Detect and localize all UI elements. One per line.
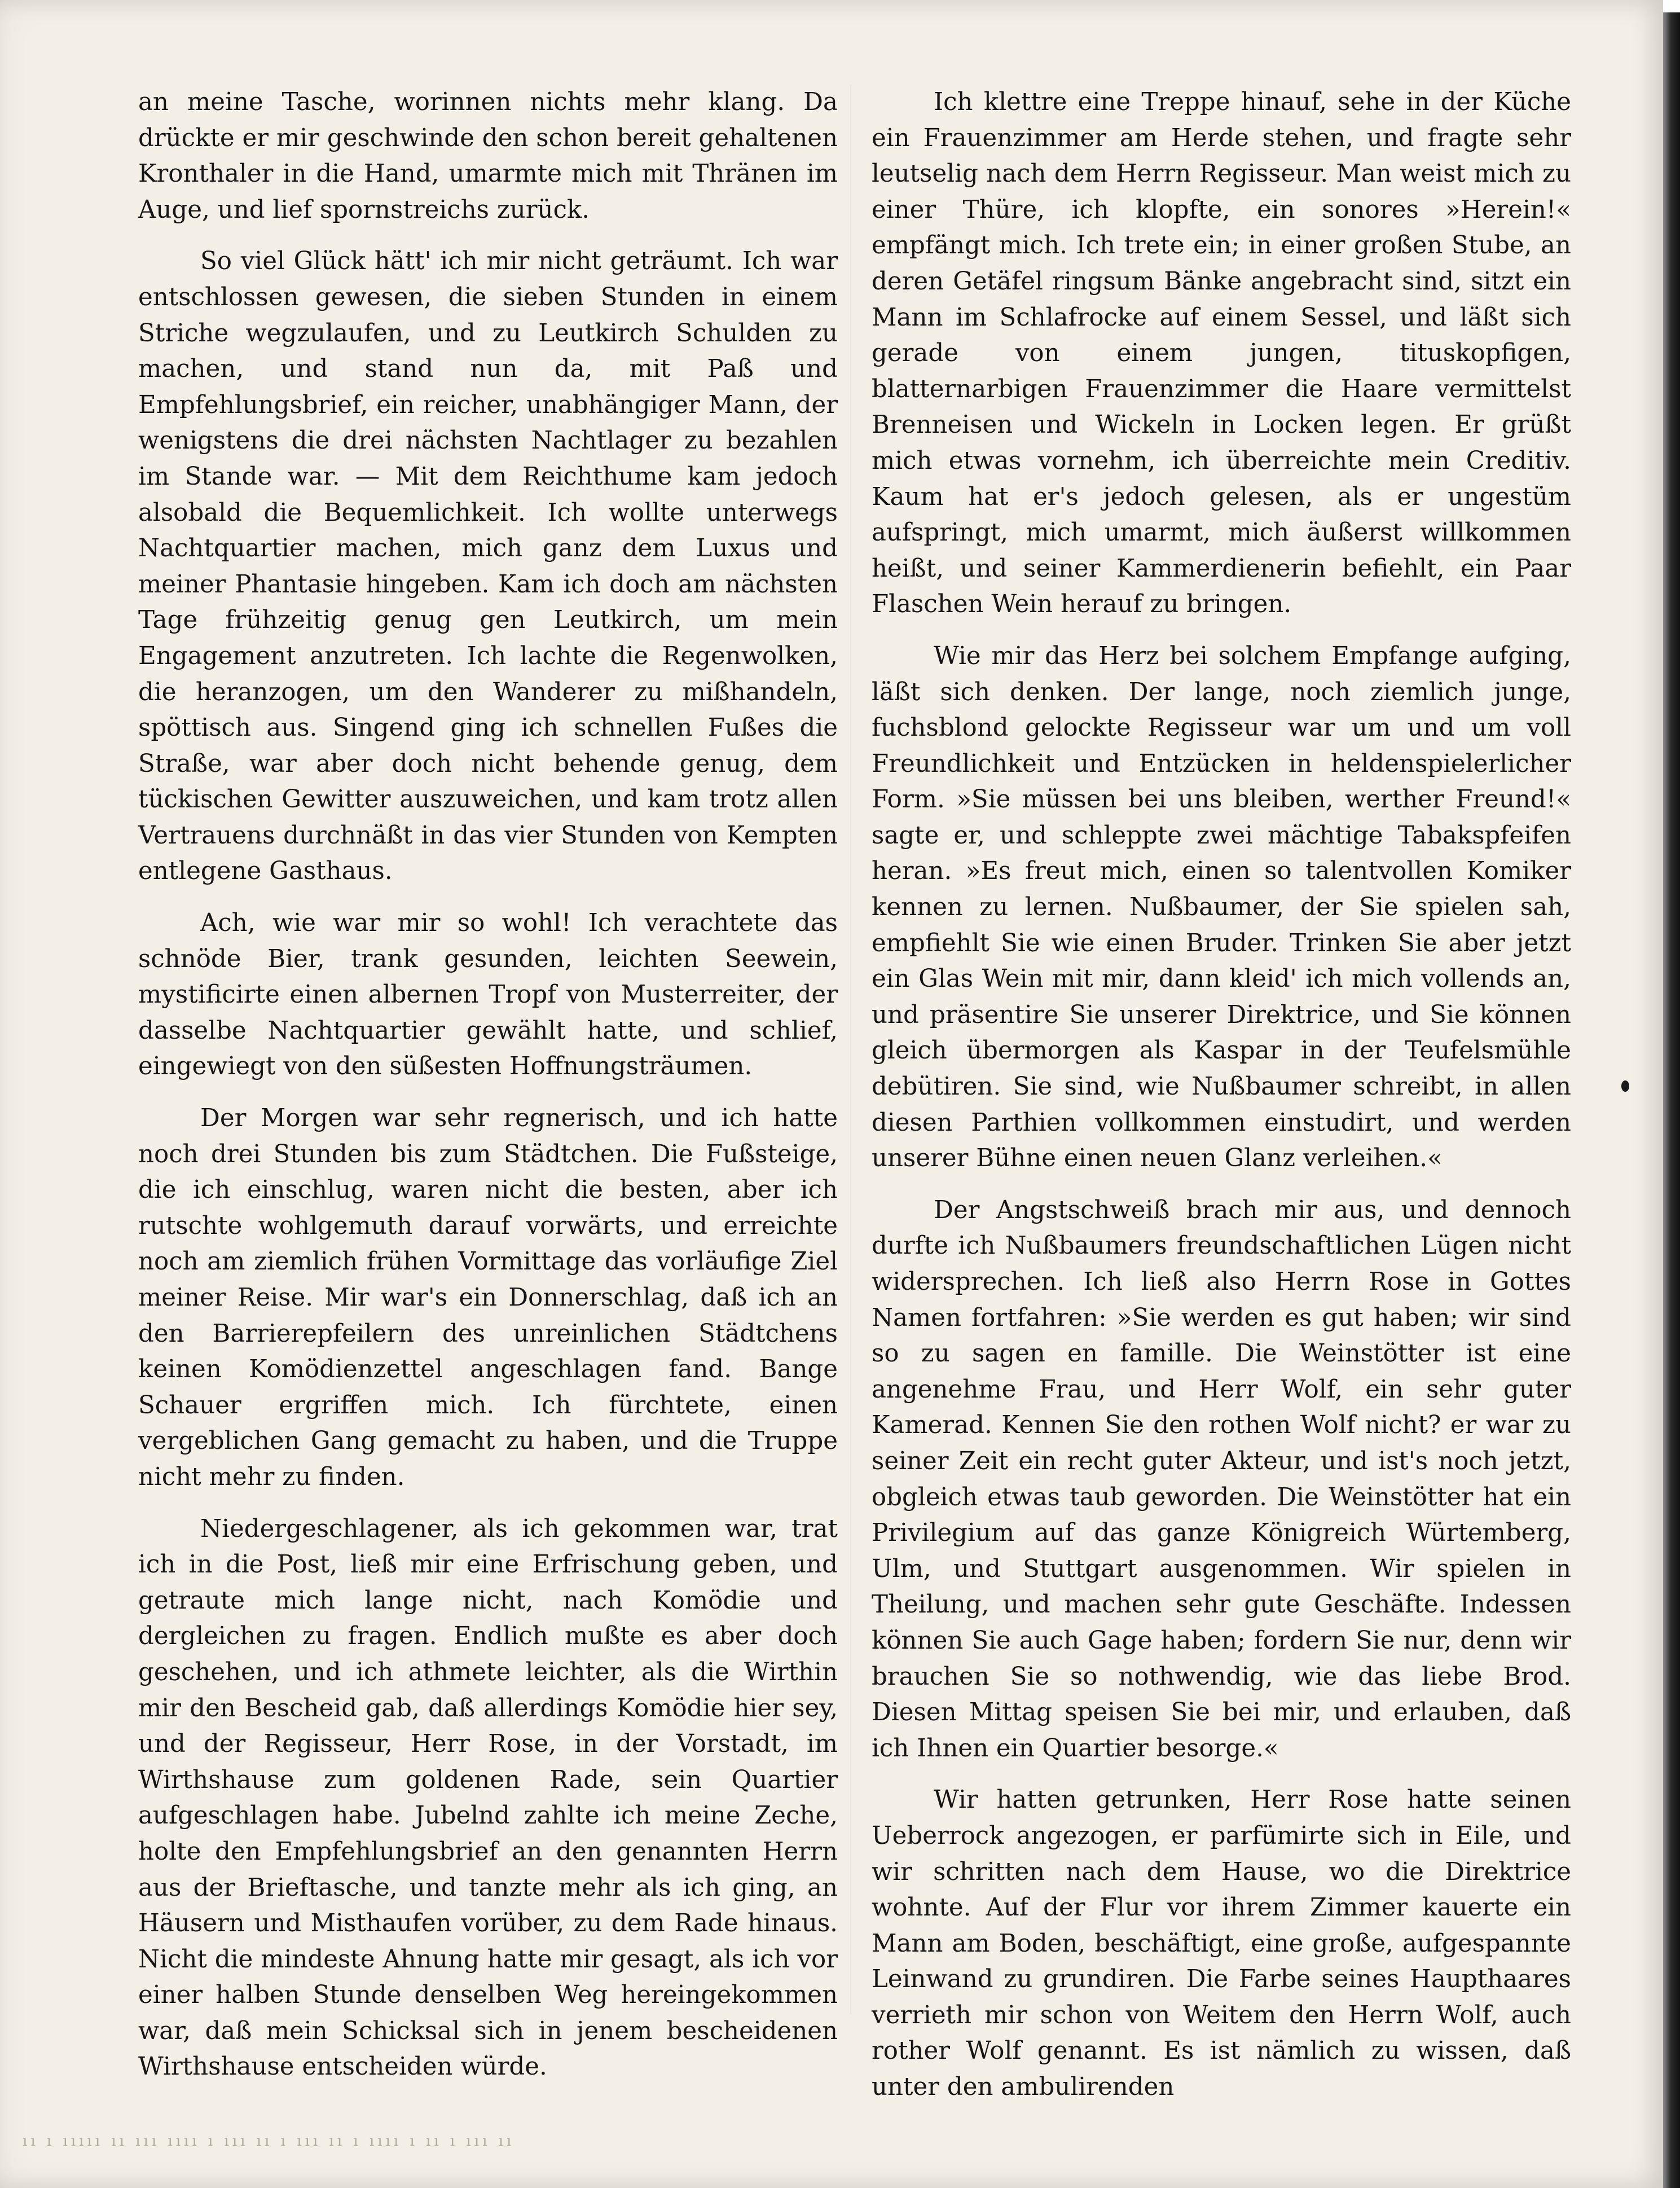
paragraph: Der Morgen war sehr regnerisch, und ich hatte noch drei Stunden bis zum Städtchen. Die Fußsteige, die ich einschlug, waren nicht die besten, aber ich rutschte wohlgemuth darauf vorwärts, und erreichte noch am ziemlich frühen Vormittage das vorläufige Ziel meiner Reise. Mir war's ein Donnerschlag, daß ich an den Barrierepfeilern des unreinlichen Städtchens keinen Komödienzettel angeschlagen fand. Bange Schauer ergriffen mich. Ich fürchtete, einen vergeblichen Gang gemacht zu haben, und die Truppe nicht mehr zu finden. <box>138 1104 838 1491</box>
paragraph: Wie mir das Herz bei solchem Empfange aufging, läßt sich denken. Der lange, noch ziemlich junge, fuchsblond gelockte Regisseur war um und um voll Freundlichkeit und Entzücken in heldenspielerlicher Form. »Sie müssen bei uns bleiben, werther Freund!« sagte er, und schleppte zwei mächtige Tabakspfeifen heran. »Es freut mich, einen so talentvollen Komiker kennen zu lernen. Nußbaumer, der Sie spielen sah, empfiehlt Sie wie einen Bruder. Trinken Sie aber jetzt ein Glas Wein mit mir, dann kleid' ich mich vollends an, und präsentire Sie unserer Direktrice, und Sie können gleich übermorgen als Kaspar in der Teufelsmühle debütiren. Sie sind, wie Nußbaumer schreibt, in allen diesen Parthien vollkommen einstudirt, und werden unserer Bühne einen neuen Glanz verleihen.« <box>872 642 1571 1173</box>
left-text-column <box>138 85 838 2101</box>
column-gutter <box>850 85 851 2014</box>
right-text-column <box>872 85 1571 2121</box>
paragraph: Wir hatten getrunken, Herr Rose hatte seinen Ueberrock angezogen, er parfümirte sich in Eile, und wir schritten nach dem Hause, wo die Direktrice wohnte. Auf der Flur vor ihrem Zimmer kauerte ein Mann am Boden, beschäftigt, eine große, aufgespannte Leinwand zu grundiren. Die Farbe seines Haupthaares verrieth mir schon von Weitem den Herrn Wolf, auch rother Wolf genannt. Es ist nämlich zu wissen, daß unter den ambulirenden <box>872 1786 1571 2102</box>
ink-speck <box>1621 1080 1629 1092</box>
paragraph: Der Angstschweiß brach mir aus, und dennoch durfte ich Nußbaumers freundschaftlichen Lügen nicht widersprechen. Ich ließ also Herrn Rose in Gottes Namen fortfahren: »Sie werden es gut haben; wir sind so zu sagen en famille. Die Weinstötter ist eine angenehme Frau, und Herr Wolf, ein sehr guter Kamerad. Kennen Sie den rothen Wolf nicht? er war zu seiner Zeit ein recht guter Akteur, und ist's noch jetzt, obgleich etwas taub geworden. Die Weinstötter hat ein Privilegium auf das ganze Königreich Würtemberg, Ulm, und Stuttgart ausgenommen. Wir spielen in Theilung, und machen sehr gute Geschäfte. Indessen können Sie auch Gage haben; fordern Sie nur, denn wir brauchen Sie so nothwendig, wie das liebe Brod. Diesen Mittag speisen Sie bei mir, und erlauben, daß ich Ihnen ein Quartier besorge.« <box>872 1196 1571 1763</box>
paragraph: an meine Tasche, worinnen nichts mehr klang. Da drückte er mir geschwinde den schon bereit gehaltenen Kronthaler in die Hand, umarmte mich mit Thränen im Auge, und lief spornstreichs zurück. <box>138 88 838 224</box>
scan-edge <box>1663 0 1680 2188</box>
paragraph: So viel Glück hätt' ich mir nicht geträumt. Ich war entschlossen gewesen, die sieben Stunden in einem Striche wegzulaufen, und zu Leutkirch Schulden zu machen, und stand nun da, mit Paß und Empfehlungsbrief, ein reicher, unabhängiger Mann, der wenigstens die drei nächsten Nachtlager zu bezahlen im Stande war. — Mit dem Reichthume kam jedoch alsobald die Bequemlichkeit. Ich wollte unterwegs Nachtquartier machen, mich ganz dem Luxus und meiner Phantasie hingeben. Kam ich doch am nächsten Tage frühzeitig genug gen Leutkirch, um mein Engagement anzutreten. Ich lachte die Regenwolken, die heranzogen, um den Wanderer zu mißhandeln, spöttisch aus. Singend ging ich schnellen Fußes die Straße, war aber doch nicht behende genug, dem tückischen Gewitter auszuweichen, und kam trotz allen Vertrauens durchnäßt in das vier Stunden von Kempten entlegene Gasthaus. <box>138 247 838 886</box>
bottom-print-marks: ıı ı ııııı ıı ııı ıııı ı ııı ıı ı ııı ıı ı ıııı ı ıı ı ııı ıı <box>23 2133 515 2150</box>
paragraph: Ach, wie war mir so wohl! Ich verachtete das schnöde Bier, trank gesunden, leichten Seewein, mystificirte einen albernen Tropf von Musterreiter, der dasselbe Nachtquartier gewählt hatte, und schlief, eingewiegt von den süßesten Hoffnungsträumen. <box>138 909 838 1081</box>
paragraph: Ich klettre eine Treppe hinauf, sehe in der Küche ein Frauenzimmer am Herde stehen, und fragte sehr leutselig nach dem Herrn Regisseur. Man weist mich zu einer Thüre, ich klopfte, ein sonores »Herein!« empfängt mich. Ich trete ein; in einer großen Stube, an deren Getäfel ringsum Bänke angebracht sind, sitzt ein Mann im Schlafrocke auf einem Sessel, und läßt sich gerade von einem jungen, tituskopfigen, blatternarbigen Frauenzimmer die Haare vermittelst Brenneisen und Wickeln in Locken legen. Er grüßt mich etwas vornehm, ich überreichte mein Creditiv. Kaum hat er's jedoch gelesen, als er ungestüm aufspringt, mich umarmt, mich äußerst willkommen heißt, und seiner Kammerdienerin befiehlt, ein Paar Flaschen Wein herauf zu bringen. <box>872 88 1571 619</box>
paragraph: Niedergeschlagener, als ich gekommen war, trat ich in die Post, ließ mir eine Erfrischung geben, und getraute mich lange nicht, nach Komödie und dergleichen zu fragen. Endlich mußte es aber doch geschehen, und ich athmete leichter, als die Wirthin mir den Bescheid gab, daß allerdings Komödie hier sey, und der Regisseur, Herr Rose, in der Vorstadt, im Wirthshause zum goldenen Rade, sein Quartier aufgeschlagen habe. Jubelnd zahlte ich meine Zeche, holte den Empfehlungsbrief an den genannten Herrn aus der Brieftasche, und tanzte mehr als ich ging, an Häusern und Misthaufen vorüber, zu dem Rade hinaus. Nicht die mindeste Ahnung hatte mir gesagt, als ich vor einer halben Stunde denselben Weg hereingekommen war, daß mein Schicksal sich in jenem bescheidenen Wirthshause entscheiden würde. <box>138 1514 838 2081</box>
